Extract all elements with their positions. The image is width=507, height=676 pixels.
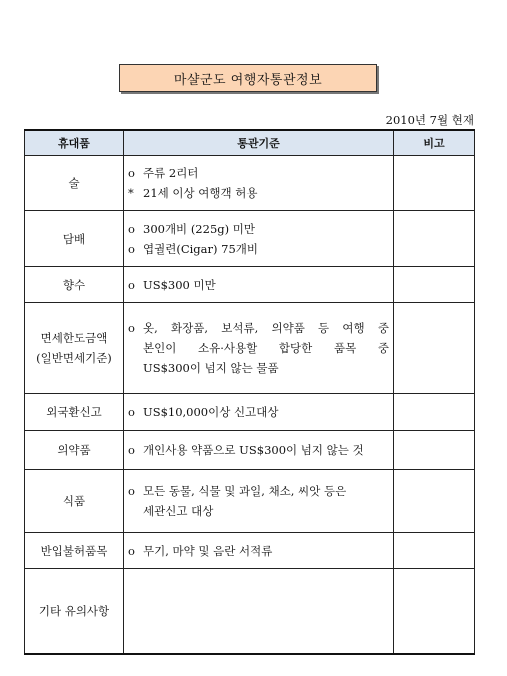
note-cell: [394, 156, 475, 211]
note-cell: [394, 569, 475, 654]
item-name: 향수: [62, 277, 86, 292]
standard-text: 300개비 (225g) 미만: [143, 221, 255, 236]
table-row-food: [25, 470, 475, 533]
note-cell: [394, 211, 475, 267]
standard-text: US$300 미만: [143, 277, 216, 292]
standard-cell: [124, 394, 394, 431]
bullet: o: [128, 241, 135, 256]
item-name: 외국환신고: [46, 405, 102, 419]
standard-cell: [124, 267, 394, 303]
item-cell: [25, 211, 124, 267]
standard-text-continued: US$300이 넘지 않는 물품: [143, 361, 279, 375]
standard-cell: [124, 211, 394, 267]
item-cell: [25, 533, 124, 569]
table-row-perfume: [25, 267, 475, 303]
bullet: o: [128, 277, 135, 292]
note-cell: [394, 394, 475, 431]
standard-line: [128, 402, 389, 422]
standard-text: US$10,000이상 신고대상: [143, 405, 279, 419]
note-cell: [394, 533, 475, 569]
item-name: 기타 유의사항: [38, 603, 110, 618]
as-of-date: 2010년 7월 현재: [385, 113, 474, 127]
standard-text: 엽궐련(Cigar) 75개비: [143, 241, 258, 256]
document-title-text: 마샬군도 여행자통관정보: [173, 72, 323, 88]
standard-line: [128, 541, 389, 561]
standard-cell: [124, 431, 394, 470]
table-row-medicine: [25, 431, 475, 470]
item-name: 면세한도금액: [40, 331, 108, 345]
standard-text: 주류 2리터: [143, 166, 199, 180]
standard-text-continued: 본인이 소유·사용할 합당한 품목 중: [143, 341, 389, 355]
item-name: 의약품: [57, 443, 91, 457]
document-title: [119, 64, 377, 92]
bullet: o: [128, 221, 135, 236]
table-row-prohibited-items: [25, 533, 475, 569]
item-cell: [25, 267, 124, 303]
table-row-tobacco: [25, 211, 475, 267]
standard-line: [128, 481, 389, 501]
standard-text-continued: 세관신고 대상: [143, 504, 214, 518]
customs-info-table: [24, 129, 475, 655]
standard-text: 무기, 마약 및 음란 서적류: [143, 543, 273, 558]
bullet: o: [128, 321, 135, 335]
table-row-other-notes: [25, 569, 475, 654]
item-name-sub: (일반면세기준): [36, 351, 112, 365]
standard-cell: [124, 470, 394, 533]
bullet: *: [128, 186, 134, 200]
header-item: 휴대품: [25, 130, 124, 156]
header-note: 비고: [394, 130, 475, 156]
bullet: o: [128, 405, 135, 419]
standard-text: 21세 이상 여행객 허용: [143, 186, 258, 200]
item-cell: [25, 156, 124, 211]
standard-line: [128, 219, 389, 239]
standard-text: 개인사용 약품으로 US$300이 넘지 않는 것: [143, 443, 364, 457]
standard-cell: [124, 156, 394, 211]
standard-line: [128, 163, 389, 183]
bullet: o: [128, 543, 135, 558]
table-row-duty-free-limit: [25, 303, 475, 394]
bullet: o: [128, 484, 135, 498]
item-cell: [25, 470, 124, 533]
standard-cell: [124, 533, 394, 569]
note-cell: [394, 267, 475, 303]
table-header-row: [25, 130, 475, 156]
standard-cell: [124, 569, 394, 654]
standard-text: 옷, 화장품, 보석류, 의약품 등 여행 중: [143, 321, 389, 335]
item-name: 반입불허품목: [40, 543, 108, 558]
item-cell: [25, 394, 124, 431]
bullet: o: [128, 443, 135, 457]
item-cell: [25, 431, 124, 470]
note-cell: [394, 431, 475, 470]
item-name: 담배: [62, 231, 86, 246]
standard-line: [128, 440, 389, 460]
item-name: 술: [68, 176, 80, 190]
standard-cell: [124, 303, 394, 394]
standard-line: [128, 183, 389, 203]
item-cell: [25, 569, 124, 654]
item-name: 식품: [62, 494, 86, 508]
standard-text: 모든 동물, 식물 및 과일, 채소, 씨앗 등은: [143, 484, 347, 498]
header-standard: 통관기준: [124, 130, 394, 156]
table-row-alcohol: [25, 156, 475, 211]
standard-line: [128, 239, 389, 259]
bullet: o: [128, 166, 135, 180]
table-row-currency-declaration: [25, 394, 475, 431]
item-cell: [25, 303, 124, 394]
note-cell: [394, 470, 475, 533]
note-cell: [394, 303, 475, 394]
standard-line: [128, 275, 389, 295]
standard-line: [128, 318, 389, 338]
